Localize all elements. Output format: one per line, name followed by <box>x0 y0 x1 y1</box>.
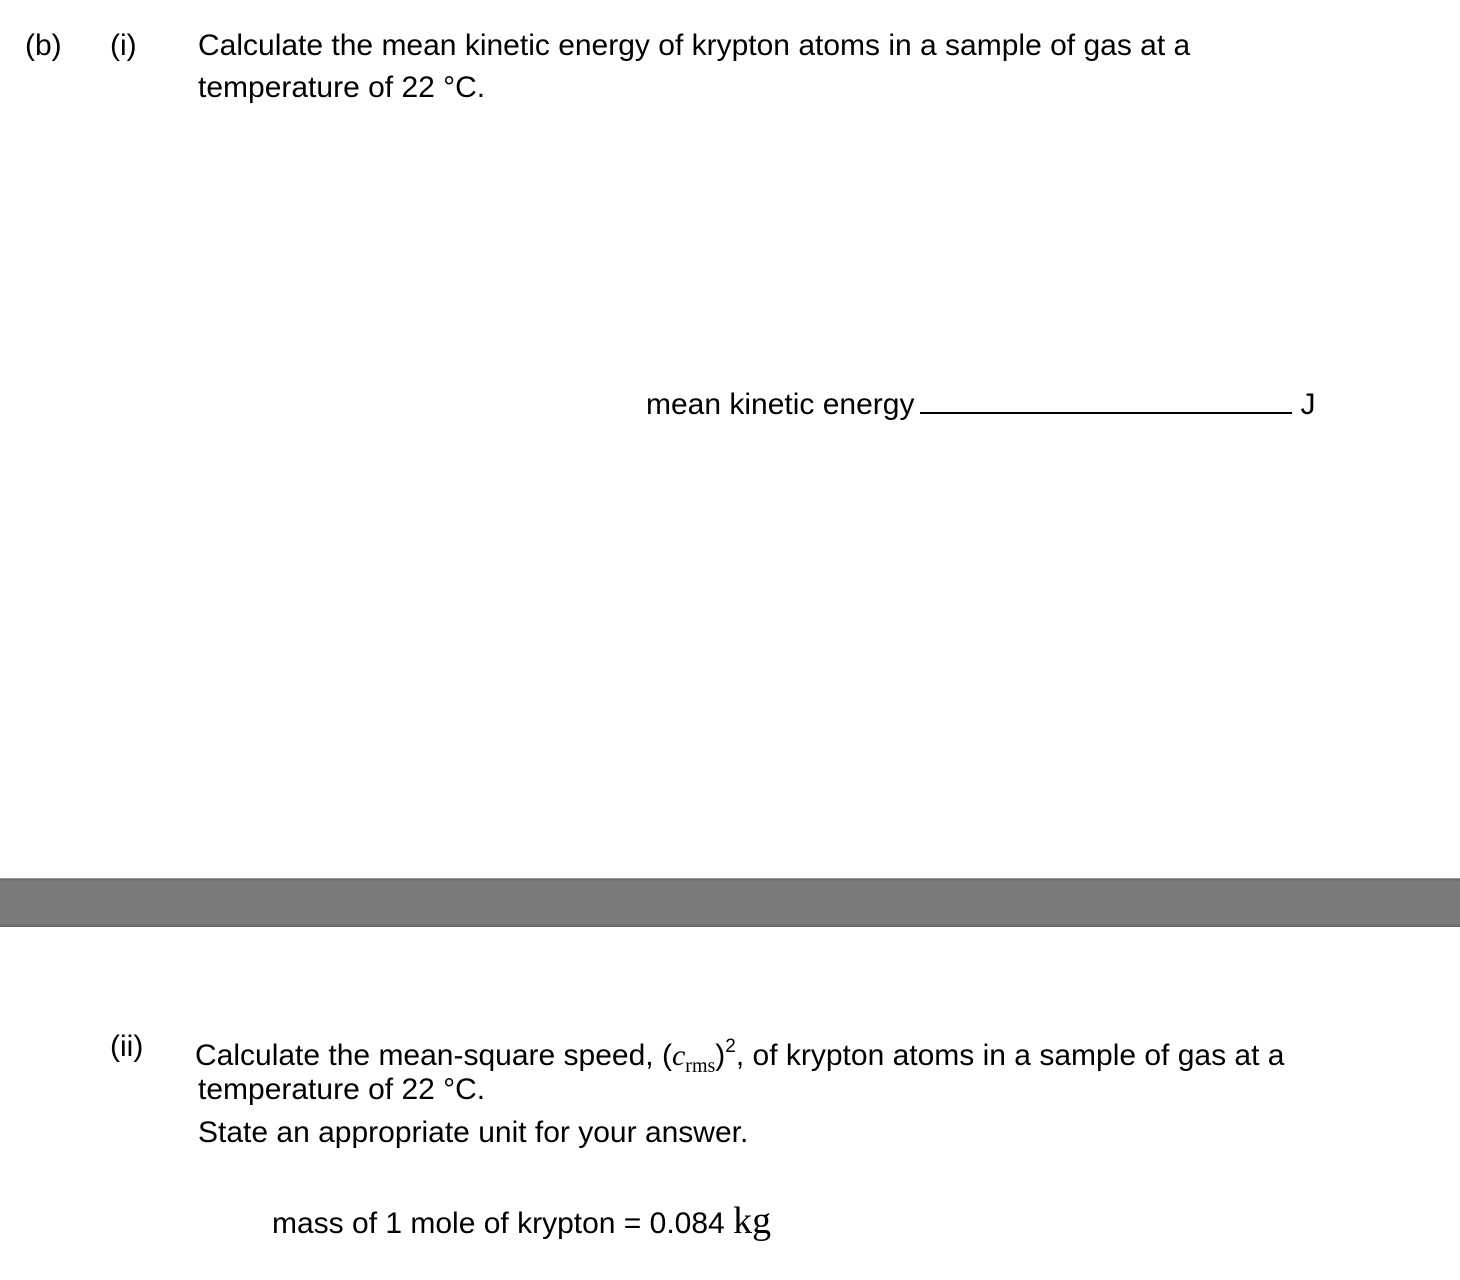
given-unit: kg <box>733 1200 772 1242</box>
question-ii-line3: State an appropriate unit for your answer. <box>198 1116 749 1149</box>
given-text: mass of 1 mole of krypton = 0.084 <box>272 1207 725 1240</box>
question-i-line1: Calculate the mean kinetic energy of krypton atoms in a sample of gas at a <box>198 29 1191 62</box>
answer-label: mean kinetic energy <box>646 388 915 421</box>
answer-unit: J <box>1300 388 1316 421</box>
part-i-label: (i) <box>110 29 137 62</box>
answer-blank-line[interactable] <box>920 386 1292 414</box>
page-divider <box>0 878 1460 927</box>
question-ii-text-end: , of krypton atoms in a sample of gas at a <box>735 1039 1285 1072</box>
symbol-squared: 2 <box>725 1036 736 1057</box>
mean-kinetic-energy-answer <box>646 384 1315 426</box>
part-b-label: (b) <box>25 29 62 62</box>
symbol-close-paren: ) <box>715 1039 726 1072</box>
symbol-c: c <box>671 1039 686 1072</box>
part-ii-label: (ii) <box>110 1030 144 1063</box>
given-data-molar-mass <box>272 1200 771 1245</box>
question-ii-line2: temperature of 22 °C. <box>198 1073 486 1106</box>
question-ii-text-start: Calculate the mean-square speed, ( <box>195 1039 672 1072</box>
symbol-rms-subscript: rms <box>685 1055 716 1077</box>
question-i-line2: temperature of 22 °C. <box>198 71 486 104</box>
